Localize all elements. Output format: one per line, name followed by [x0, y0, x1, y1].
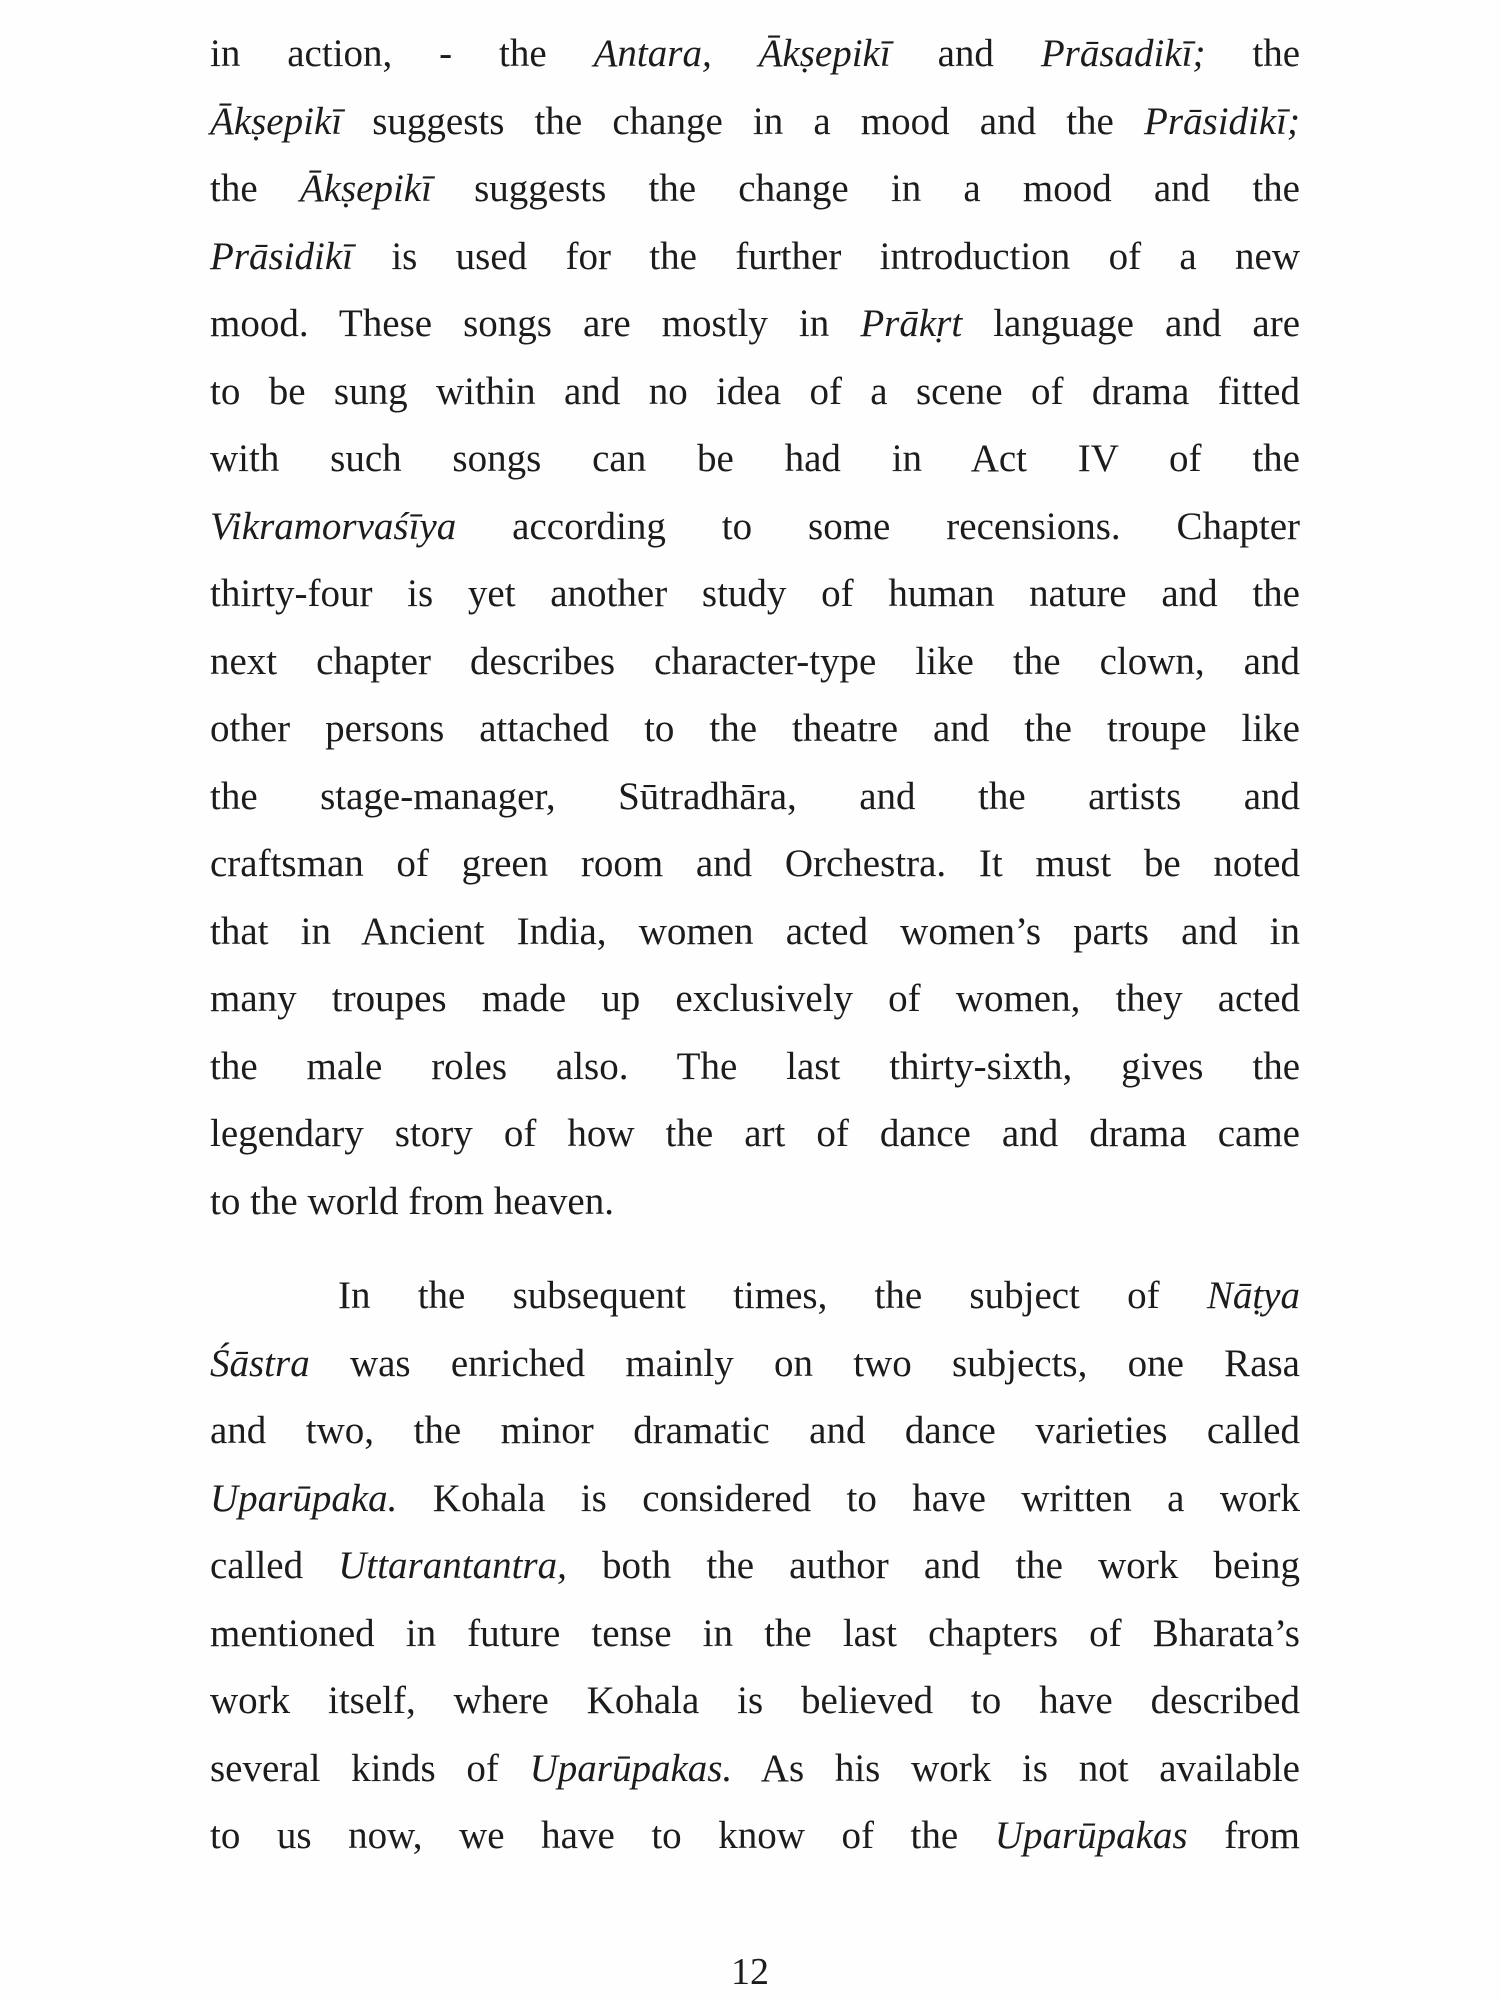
page-number: 12 — [731, 1951, 769, 1993]
text-line: the stage-manager, Sūtradhāra, and the artists and — [210, 774, 1300, 818]
text-line: with such songs can be had in Act IV of the — [210, 437, 1300, 480]
text-line: the male roles also. The last thirty-sixth, gives the — [210, 1044, 1300, 1088]
text-line: mentioned in future tense in the last chapters of Bharata’s — [210, 1611, 1300, 1655]
text-line: and two, the minor dramatic and dance varieties called — [210, 1409, 1300, 1452]
text-line: in action, - the Antara, Ākṣepikī and Prāsadikī; the — [210, 32, 1301, 75]
text-line: the Ākṣepikī suggests the change in a mood and the — [210, 167, 1300, 210]
paragraph-1 — [210, 20, 1300, 1235]
text-line: craftsman of green room and Orchestra. It must be noted — [210, 842, 1300, 885]
text-line: other persons attached to the theatre and the troupe like — [210, 707, 1300, 750]
text-line: Vikramorvaśīya according to some recensions. Chapter — [210, 504, 1300, 548]
text-line: Ākṣepikī suggests the change in a mood and the Prāsidikī; — [210, 99, 1300, 143]
text-line: Uparūpaka. Kohala is considered to have written a work — [210, 1476, 1300, 1520]
text-line: called Uttarantantra, both the author and the work being — [210, 1544, 1300, 1587]
text-line: many troupes made up exclusively of women, they acted — [210, 977, 1300, 1020]
text-line: legendary story of how the art of dance and drama came — [210, 1112, 1300, 1155]
text-line: thirty-four is yet another study of human nature and the — [210, 572, 1300, 615]
text-line: In the subsequent times, the subject of Nāṭya — [338, 1274, 1300, 1317]
text-line: to us now, we have to know of the Uparūpakas from — [210, 1814, 1301, 1857]
text-line: several kinds of Uparūpakas. As his work is not available — [210, 1746, 1300, 1790]
text-line: mood. These songs are mostly in Prākṛt language and are — [210, 302, 1301, 345]
text-line: Prāsidikī is used for the further introduction of a new — [210, 234, 1300, 278]
text-line: work itself, where Kohala is believed to have described — [210, 1679, 1300, 1722]
text-line: next chapter describes character-type like the clown, and — [210, 639, 1300, 683]
text-line: to the world from heaven. — [210, 1179, 614, 1223]
text-line: Śāstra was enriched mainly on two subjects, one Rasa — [210, 1341, 1300, 1385]
paragraph-2 — [210, 1262, 1300, 1870]
text-line: to be sung within and no idea of a scene of drama fitted — [210, 369, 1300, 413]
text-line: that in Ancient India, women acted women’s parts and in — [210, 909, 1300, 953]
